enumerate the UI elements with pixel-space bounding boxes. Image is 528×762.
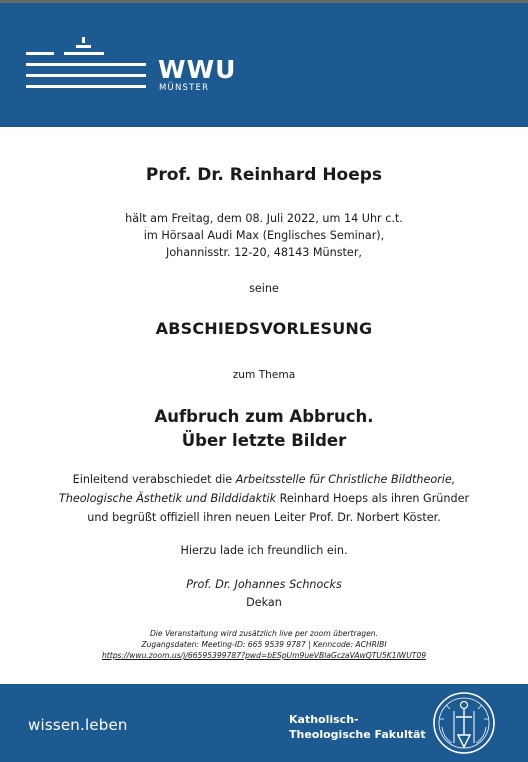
intro-paragraph: [0, 470, 528, 527]
intro-text-c: Theologische Ästhetik und Bilddidaktik: [58, 492, 277, 505]
event-venue-line: im Hörsaal Audi Max (Englisches Seminar),: [143, 229, 385, 242]
zoom-note: Die Veranstaltung wird zusätzlich live per zoom übertragen.: [149, 629, 379, 638]
intro-text-e: und begrüßt offiziell ihren neuen Leiter Prof. Dr. Norbert Köster.: [87, 511, 441, 524]
faculty-seal-icon: [432, 691, 496, 755]
zum-thema-text: zum Thema: [232, 369, 296, 381]
logo-text: WWU: [158, 55, 237, 84]
zoom-credentials: Zugangsdaten: Meeting-ID: 665 9539 9787 | Kenncode: ACHRIBI: [141, 640, 387, 649]
signer-role: Dekan: [246, 596, 282, 609]
slogan: wissen.leben: [28, 716, 128, 734]
logo-subtext: MÜNSTER: [159, 83, 210, 93]
seine-text: seine: [249, 282, 279, 295]
invite-text: Hierzu lade ich freundlich ein.: [180, 544, 348, 557]
event-type-title: ABSCHIEDSVORLESUNG: [155, 319, 373, 338]
event-date-line: hält am Freitag, dem 08. Juli 2022, um 14 Uhr c.t.: [125, 212, 403, 225]
topic-title-line2: Über letzte Bilder: [181, 431, 347, 450]
zoom-link[interactable]: https://wwu.zoom.us/j/66595399787?pwd=bESpUm9ueVBlaGczaVAwQTU5K1lWUT09: [101, 651, 427, 660]
event-address-line: Johannisstr. 12-20, 48143 Münster,: [166, 246, 362, 259]
intro-text-d: Reinhard Hoeps als ihren Gründer: [276, 492, 470, 505]
faculty-name-line1: Katholisch-: [289, 713, 359, 726]
topic-title-line1: Aufbruch zum Abbruch.: [154, 407, 374, 426]
intro-text-a: Einleitend verabschiedet die: [72, 473, 236, 486]
speaker-name: Prof. Dr. Reinhard Hoeps: [145, 165, 383, 185]
signer-name: Prof. Dr. Johannes Schnocks: [186, 578, 342, 591]
intro-text-b: Arbeitsstelle für Christliche Bildtheorie,: [235, 473, 456, 486]
header-banner: [0, 3, 528, 127]
wwu-logo-icon: [26, 37, 156, 99]
faculty-name-line2: Theologische Fakultät: [289, 728, 426, 741]
footer-banner: [0, 684, 528, 762]
